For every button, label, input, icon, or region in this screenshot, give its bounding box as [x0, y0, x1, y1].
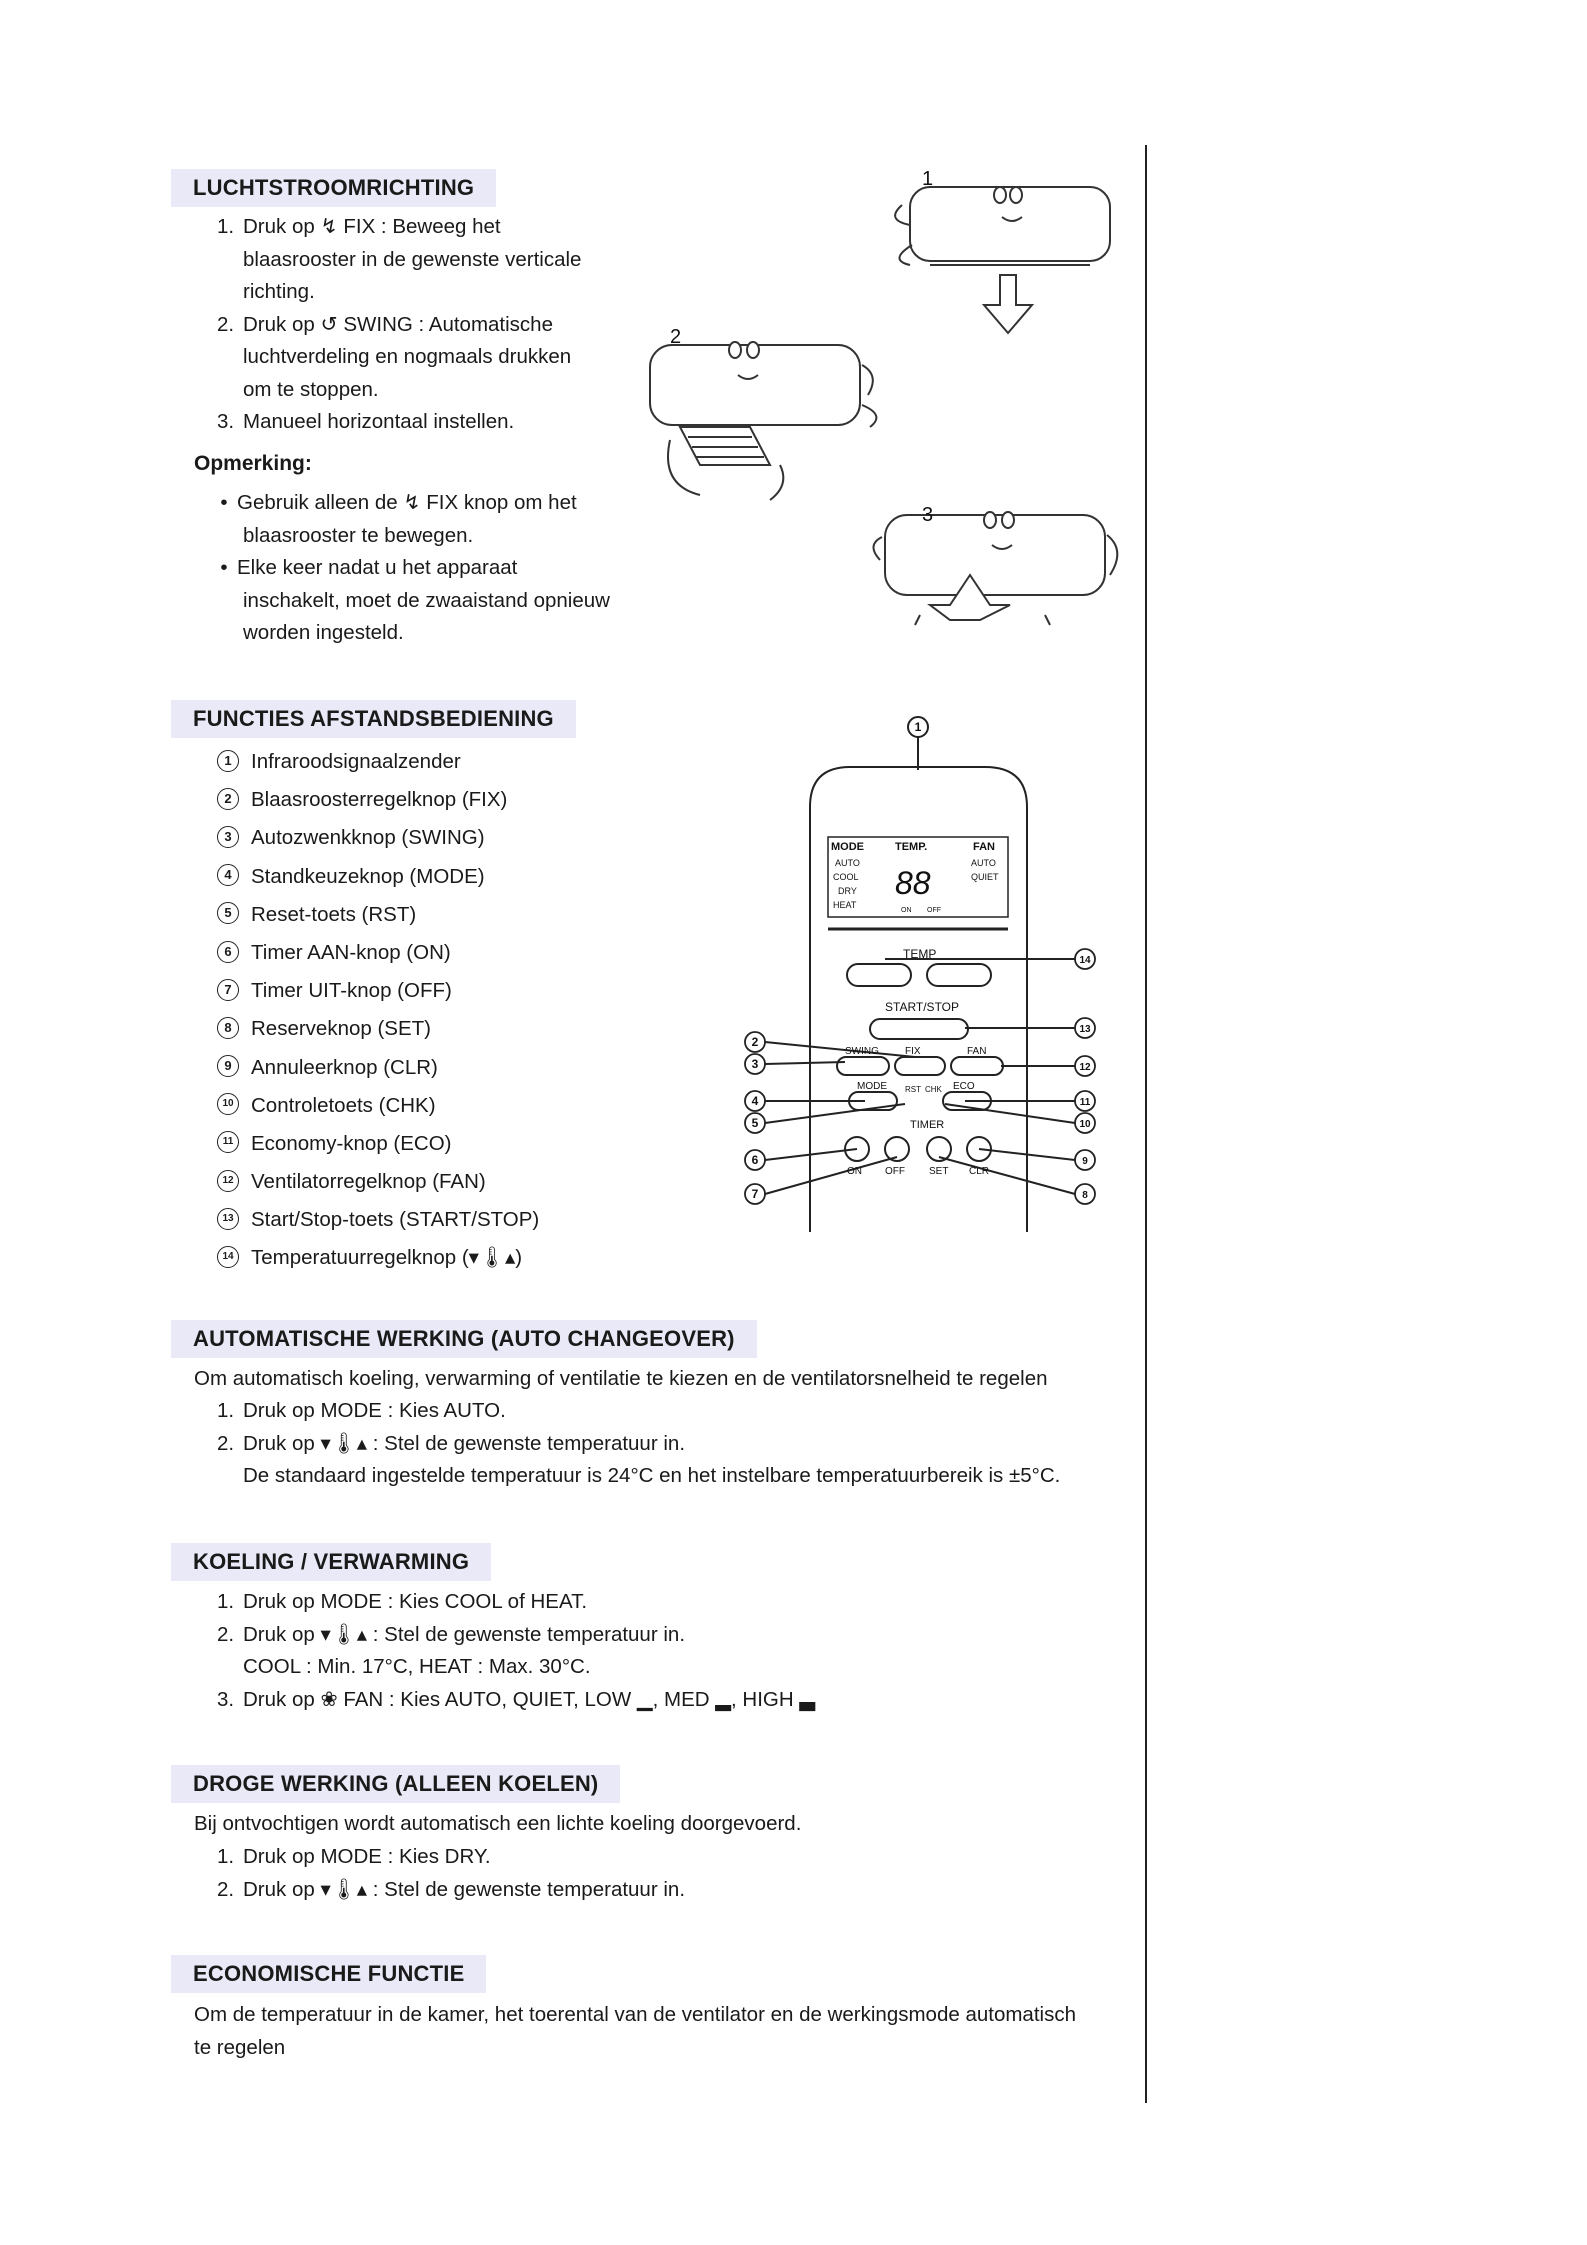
dry-step: 1. Druk op MODE : Kies DRY. — [217, 1845, 491, 1868]
callout-1: 1 — [914, 720, 922, 734]
remote-function-item: 2 Blaasroosterregelknop (FIX) — [217, 781, 539, 819]
remark-title: Opmerking: — [194, 452, 312, 475]
auto-step: 1. Druk op MODE : Kies AUTO. — [217, 1399, 506, 1422]
auto-step: 2. Druk op ▾🌡▴ : Stel de gewenste temperatuur in. — [217, 1431, 686, 1455]
callout-14: 14 — [1079, 955, 1091, 966]
eco-intro: Om de temperatuur in de kamer, het toerental van de ventilator en de werkingsmode automatisch te regelen — [194, 2003, 1076, 2059]
svg-text:AUTO: AUTO — [835, 858, 860, 868]
section-title-airflow: LUCHTSTROOMRICHTING — [171, 169, 496, 207]
svg-text:HEAT: HEAT — [833, 900, 857, 910]
remote-function-item: 4 Standkeuzeknop (MODE) — [217, 858, 539, 896]
section-title-dry: DROGE WERKING (ALLEEN KOELEN) — [171, 1765, 620, 1803]
callout-11: 11 — [1079, 1097, 1091, 1108]
airflow-step-2: 2. Druk op ↺ SWING : Automatische luchtverdeling en nogmaals drukken om te stoppen. — [217, 312, 572, 401]
remote-function-item: 11 Economy-knop (ECO) — [217, 1125, 539, 1163]
callout-7: 7 — [751, 1187, 759, 1201]
dry-intro: Bij ontvochtigen wordt automatisch een lichte koeling doorgevoerd. — [194, 1812, 802, 1835]
remote-function-item: 5 Reset-toets (RST) — [217, 896, 539, 934]
remote-function-item: 1 Infraroodsignaalzender — [217, 743, 539, 781]
page-margin-rule — [1145, 145, 1147, 2103]
figure-label-3: 3 — [922, 504, 934, 526]
section-title-cooling: KOELING / VERWARMING — [171, 1543, 491, 1581]
ac-unit-swing-illustration — [650, 342, 876, 500]
airflow-illustration — [630, 165, 1140, 655]
figure-label-1: 1 — [922, 168, 934, 190]
dry-step: 2. Druk op ▾🌡▴ : Stel de gewenste temperatuur in. — [217, 1877, 686, 1901]
callout-6: 6 — [751, 1153, 759, 1167]
callout-2: 2 — [751, 1035, 759, 1049]
start-stop-label: START/STOP — [885, 1000, 960, 1014]
callout-9: 9 — [1082, 1156, 1088, 1167]
svg-text:CLR: CLR — [969, 1166, 990, 1177]
remote-control-diagram — [735, 712, 1105, 1242]
cooling-step: 1. Druk op MODE : Kies COOL of HEAT. — [217, 1590, 588, 1613]
svg-text:SWING: SWING — [845, 1046, 879, 1057]
svg-text:RST: RST — [905, 1085, 921, 1094]
callout-3: 3 — [751, 1057, 759, 1071]
cooling-step: 3. Druk op ❀ FAN : Kies AUTO, QUIET, LOW ▁, MED ▂, HIGH ▃ — [217, 1687, 816, 1711]
remote-function-item: 3 Autozwenkknop (SWING) — [217, 819, 539, 857]
callout-13: 13 — [1079, 1024, 1091, 1035]
cooling-steps — [217, 1586, 815, 1716]
display-mode: MODE — [831, 841, 864, 853]
remote-function-item: 13 Start/Stop-toets (START/STOP) — [217, 1201, 539, 1239]
cooling-step: COOL : Min. 17°C, HEAT : Max. 30°C. — [243, 1655, 591, 1678]
svg-text:OFF: OFF — [885, 1166, 905, 1177]
callout-5: 5 — [751, 1116, 759, 1130]
callout-12: 12 — [1079, 1062, 1091, 1073]
svg-text:ON: ON — [847, 1166, 862, 1177]
display-digits: 88 — [895, 865, 931, 901]
svg-text:TIMER: TIMER — [910, 1119, 945, 1131]
remark-item: • Gebruik alleen de ↯ FIX knop om het blaasrooster te bewegen. — [220, 491, 577, 547]
auto-note: De standaard ingestelde temperatuur is 24°C en het instelbare temperatuurbereik is ±5°C. — [243, 1464, 1061, 1487]
section-title-remote: FUNCTIES AFSTANDSBEDIENING — [171, 700, 576, 738]
svg-text:QUIET: QUIET — [971, 872, 999, 882]
ac-unit-fix-illustration — [895, 187, 1110, 333]
svg-text:FAN: FAN — [967, 1046, 987, 1057]
remote-function-item: 9 Annuleerknop (CLR) — [217, 1049, 539, 1087]
remote-function-item: 10 Controletoets (CHK) — [217, 1087, 539, 1125]
svg-text:MODE: MODE — [857, 1081, 887, 1092]
remote-function-item: 14 Temperatuurregelknop (▾🌡▴) — [217, 1239, 539, 1277]
remark-item: • Elke keer nadat u het apparaat inschakelt, moet de zwaaistand opnieuw worden ingesteld. — [220, 556, 610, 644]
section-title-eco: ECONOMISCHE FUNCTIE — [171, 1955, 486, 1993]
svg-text:COOL: COOL — [833, 872, 859, 882]
svg-text:OFF: OFF — [927, 907, 941, 914]
svg-text:FIX: FIX — [905, 1046, 921, 1057]
svg-text:ON: ON — [901, 907, 912, 914]
display-fan: FAN — [973, 841, 995, 853]
dry-steps — [217, 1841, 685, 1906]
ac-unit-manual-illustration — [873, 512, 1117, 625]
remark-list — [211, 487, 610, 650]
svg-text:SET: SET — [929, 1166, 949, 1177]
svg-text:DRY: DRY — [838, 886, 857, 896]
svg-text:CHK: CHK — [925, 1085, 942, 1094]
svg-text:ECO: ECO — [953, 1081, 975, 1092]
callout-10: 10 — [1079, 1119, 1091, 1130]
cooling-step: 2. Druk op ▾🌡▴ : Stel de gewenste temperatuur in. — [217, 1622, 686, 1646]
auto-intro: Om automatisch koeling, verwarming of ventilatie te kiezen en de ventilatorsnelheid te regelen — [194, 1367, 1048, 1390]
remote-function-item: 12 Ventilatorregelknop (FAN) — [217, 1163, 539, 1201]
auto-steps — [217, 1395, 1060, 1493]
remote-function-item: 6 Timer AAN-knop (ON) — [217, 934, 539, 972]
svg-text:AUTO: AUTO — [971, 858, 996, 868]
remote-function-list — [217, 743, 539, 1278]
section-title-auto: AUTOMATISCHE WERKING (AUTO CHANGEOVER) — [171, 1320, 757, 1358]
figure-label-2: 2 — [670, 326, 682, 348]
temp-button-label: TEMP — [903, 947, 937, 961]
remote-function-item: 7 Timer UIT-knop (OFF) — [217, 972, 539, 1010]
airflow-step-3: 3. Manueel horizontaal instellen. — [217, 410, 515, 433]
callout-4: 4 — [751, 1094, 759, 1108]
callout-8: 8 — [1082, 1190, 1088, 1201]
airflow-steps — [217, 211, 581, 439]
display-temp: TEMP. — [895, 841, 928, 853]
remote-function-item: 8 Reserveknop (SET) — [217, 1010, 539, 1048]
airflow-step-1: 1. Druk op ↯ FIX : Beweeg het blaasrooster in de gewenste verticale richting. — [217, 215, 582, 303]
